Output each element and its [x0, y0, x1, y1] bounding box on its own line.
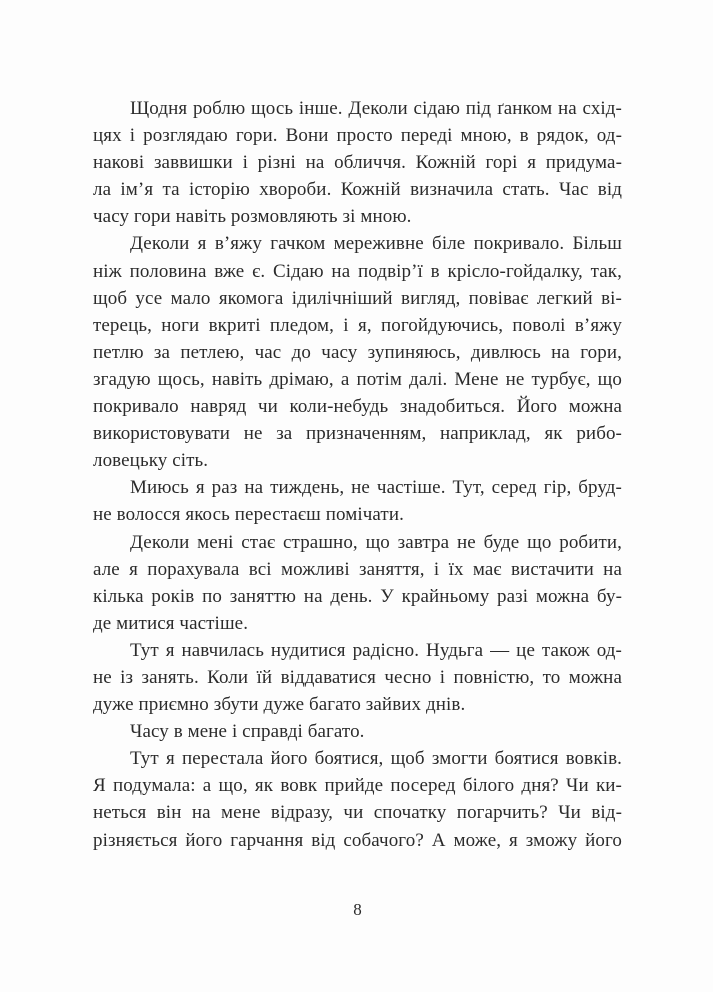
paragraph [93, 745, 622, 853]
text-line: кілька років по заняттю на день. У крайньому разі можна бу- [93, 585, 622, 607]
text-line: Я подумала: а що, як вовк прийде посеред білого дня? Чи ки- [93, 775, 622, 797]
text-line: Часу в мене і справді багато. [130, 721, 365, 743]
text-line: використовувати не за призначенням, наприклад, як рибо- [93, 423, 622, 445]
text-line: де митися частіше. [93, 612, 249, 634]
text-line: але я порахувала всі можливі заняття, і їх має вистачити на [93, 558, 622, 580]
text-line: неться він на мене відразу, чи спочатку погарчить? Чи від- [93, 802, 622, 824]
paragraph [93, 718, 622, 745]
text-line: Деколи я в’яжу гачком мереживне біле покривало. Більш [130, 233, 622, 255]
text-line: Миюсь я раз на тиждень, не частіше. Тут, серед гір, бруд- [130, 477, 622, 499]
text-line: накові заввишки і різні на обличчя. Кожній горі я придума- [93, 152, 622, 174]
paragraph [93, 529, 622, 637]
text-line: петлю за петлею, час до часу зупиняюсь, дивлюсь на гори, [93, 341, 622, 363]
text-line: покривало навряд чи коли-небудь знадобиться. Його можна [93, 396, 622, 418]
text-line: часу гори навіть розмовляють зі мною. [93, 206, 412, 228]
text-line: ловецьку сіть. [93, 450, 209, 472]
text-line: різняється його гарчання від собачого? А може, я зможу його [93, 829, 622, 851]
text-line: ла ім’я та історію хвороби. Кожній визначила стать. Час від [93, 179, 622, 201]
text-line: Деколи мені стає страшно, що завтра не буде що робити, [130, 531, 622, 553]
text-line: Тут я навчилась нудитися радісно. Нудьга — це також од- [130, 639, 622, 661]
paragraph [93, 230, 622, 474]
text-line: цях і розглядаю гори. Вони просто переді мною, в рядок, од- [93, 125, 622, 147]
text-line: не із занять. Коли їй віддаватися чесно і повністю, то можна [93, 666, 622, 688]
text-line: щоб усе мало якомога ідилічніший вигляд, повіває легкий ві- [93, 287, 622, 309]
text-line: Щодня роблю щось інше. Деколи сідаю під ґанком на схід- [130, 98, 622, 119]
body-text [93, 95, 622, 854]
text-line: згадую щось, навіть дрімаю, а потім далі. Мене не турбує, що [93, 368, 622, 390]
text-line: терець, ноги вкриті пледом, і я, погойдуючись, поволі в’яжу [93, 314, 622, 336]
page-number: 8 [353, 900, 362, 919]
paragraph [93, 95, 622, 230]
paragraph [93, 637, 622, 718]
text-line: Тут я перестала його боятися, щоб змогти боятися вовків. [130, 748, 622, 770]
text-line: не волосся якось перестаєш помічати. [93, 504, 404, 526]
text-line: дуже приємно збути дуже багато зайвих днів. [93, 694, 466, 716]
text-line: ніж половина вже є. Сідаю на подвір’ї в крісло-гойдалку, так, [93, 260, 622, 282]
paragraph [93, 474, 622, 528]
